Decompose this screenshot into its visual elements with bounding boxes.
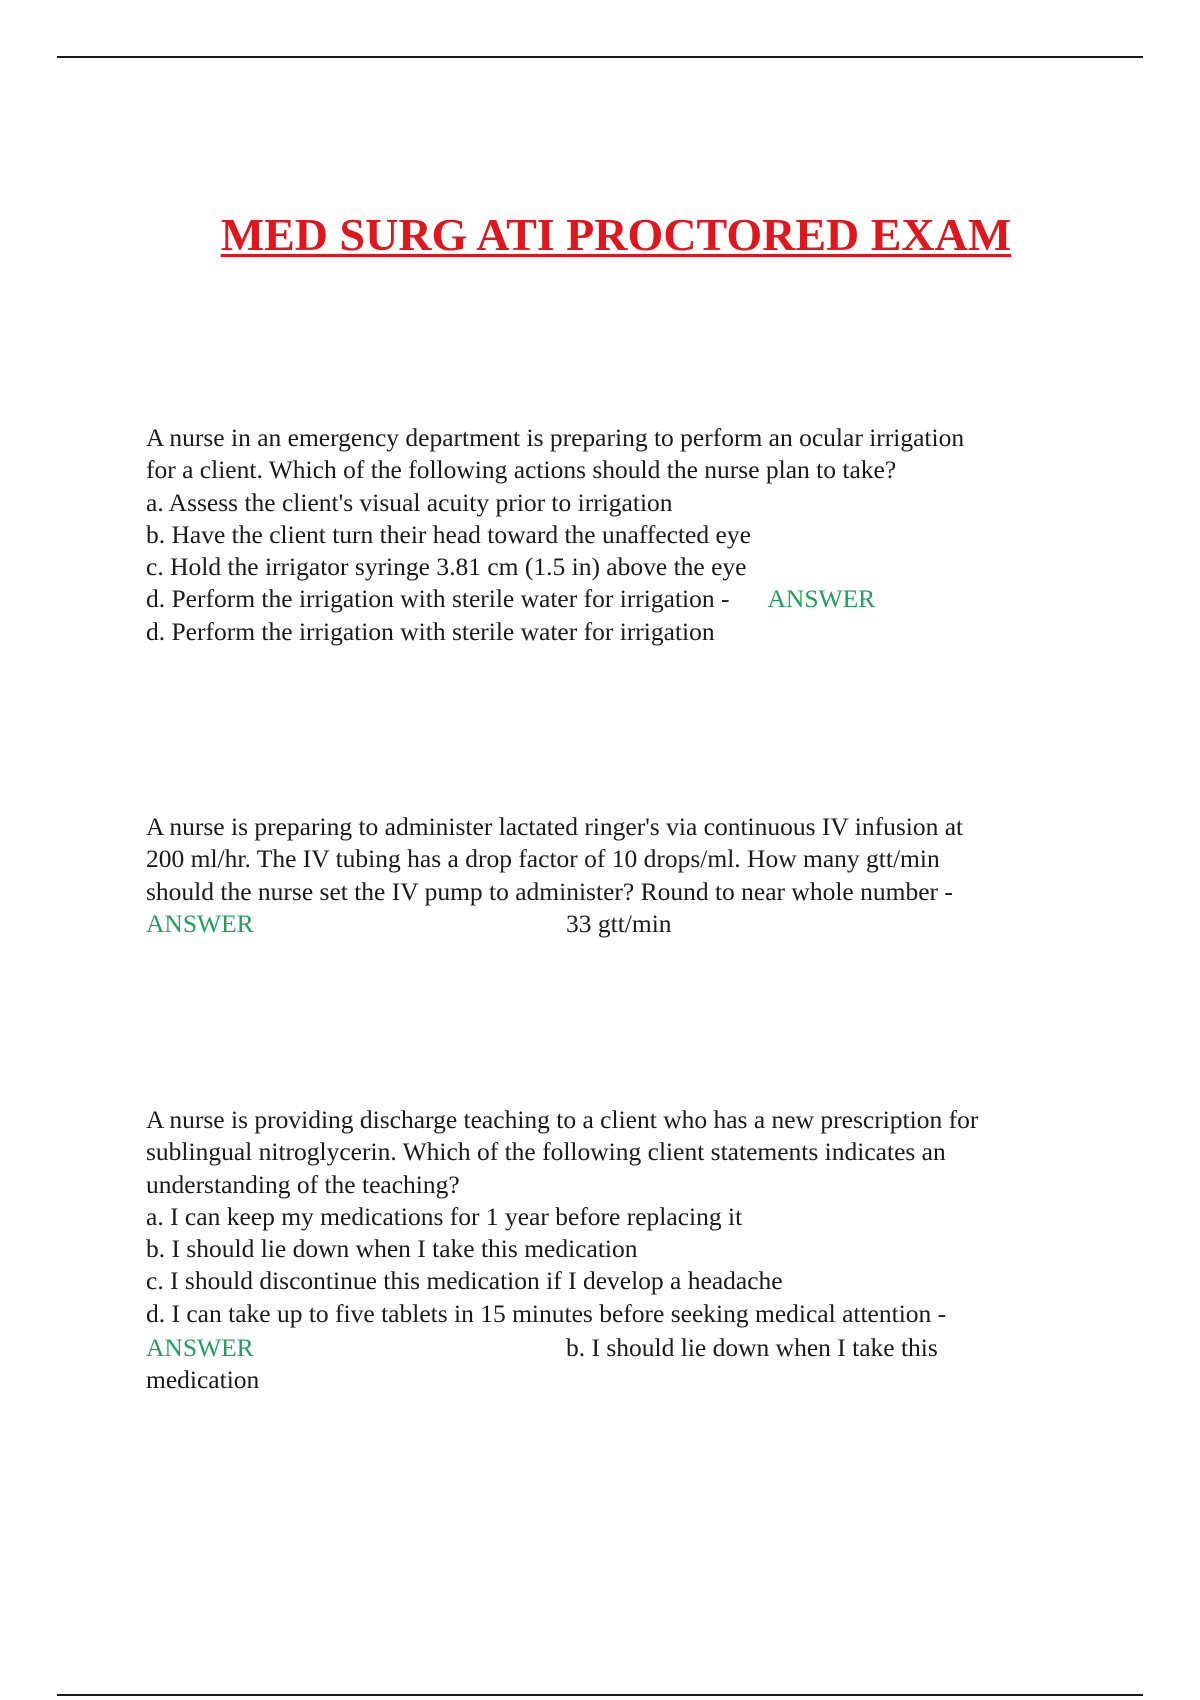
option-a: a. Assess the client's visual acuity prior to irrigation bbox=[146, 487, 673, 517]
question-text-line: A nurse is providing discharge teaching to a client who has a new prescription for bbox=[146, 1105, 979, 1134]
top-rule bbox=[57, 56, 1143, 58]
option-b: b. I should lie down when I take this medication bbox=[146, 1234, 638, 1264]
answer-label: ANSWER bbox=[146, 908, 254, 938]
option-d: d. I can take up to five tablets in 15 minutes before seeking medical attention - bbox=[146, 1298, 947, 1328]
question-text-line: sublingual nitroglycerin. Which of the following client statements indicates an bbox=[146, 1137, 946, 1167]
question-text-line: understanding of the teaching? bbox=[146, 1169, 460, 1199]
answer-value: d. Perform the irrigation with sterile water for irrigation bbox=[146, 616, 715, 646]
question-text-line: A nurse in an emergency department is preparing to perform an ocular irrigation bbox=[146, 423, 965, 452]
question-text-line: should the nurse set the IV pump to administer? Round to near whole number - bbox=[146, 876, 953, 906]
answer-row bbox=[146, 1332, 1086, 1364]
answer-value: b. I should lie down when I take this bbox=[566, 1333, 938, 1363]
option-a: a. I can keep my medications for 1 year before replacing it bbox=[146, 1201, 743, 1231]
option-c: c. Hold the irrigator syringe 3.81 cm (1.5 in) above the eye bbox=[146, 552, 747, 582]
document-title: MED SURG ATI PROCTORED EXAM bbox=[220, 209, 1012, 260]
question-text-line: A nurse is preparing to administer lactated ringer's via continuous IV infusion at bbox=[146, 812, 964, 841]
question-2 bbox=[146, 811, 1086, 940]
bottom-rule bbox=[57, 1694, 1143, 1696]
answer-value-continued: medication bbox=[146, 1365, 260, 1395]
question-3 bbox=[146, 1104, 1086, 1397]
option-c: c. I should discontinue this medication if I develop a headache bbox=[146, 1266, 783, 1296]
question-text-line: 200 ml/hr. The IV tubing has a drop factor of 10 drops/ml. How many gtt/min bbox=[146, 844, 940, 874]
option-d-text: d. Perform the irrigation with sterile water for irrigation - bbox=[146, 584, 730, 614]
answer-label: ANSWER bbox=[767, 584, 876, 614]
option-b: b. Have the client turn their head toward the unaffected eye bbox=[146, 519, 751, 549]
answer-value: 33 gtt/min bbox=[566, 908, 672, 938]
question-text-line: for a client. Which of the following actions should the nurse plan to take? bbox=[146, 455, 897, 485]
question-1 bbox=[146, 422, 1086, 648]
option-d bbox=[146, 583, 1086, 615]
answer-row bbox=[146, 908, 1086, 940]
answer-label: ANSWER bbox=[146, 1333, 254, 1363]
